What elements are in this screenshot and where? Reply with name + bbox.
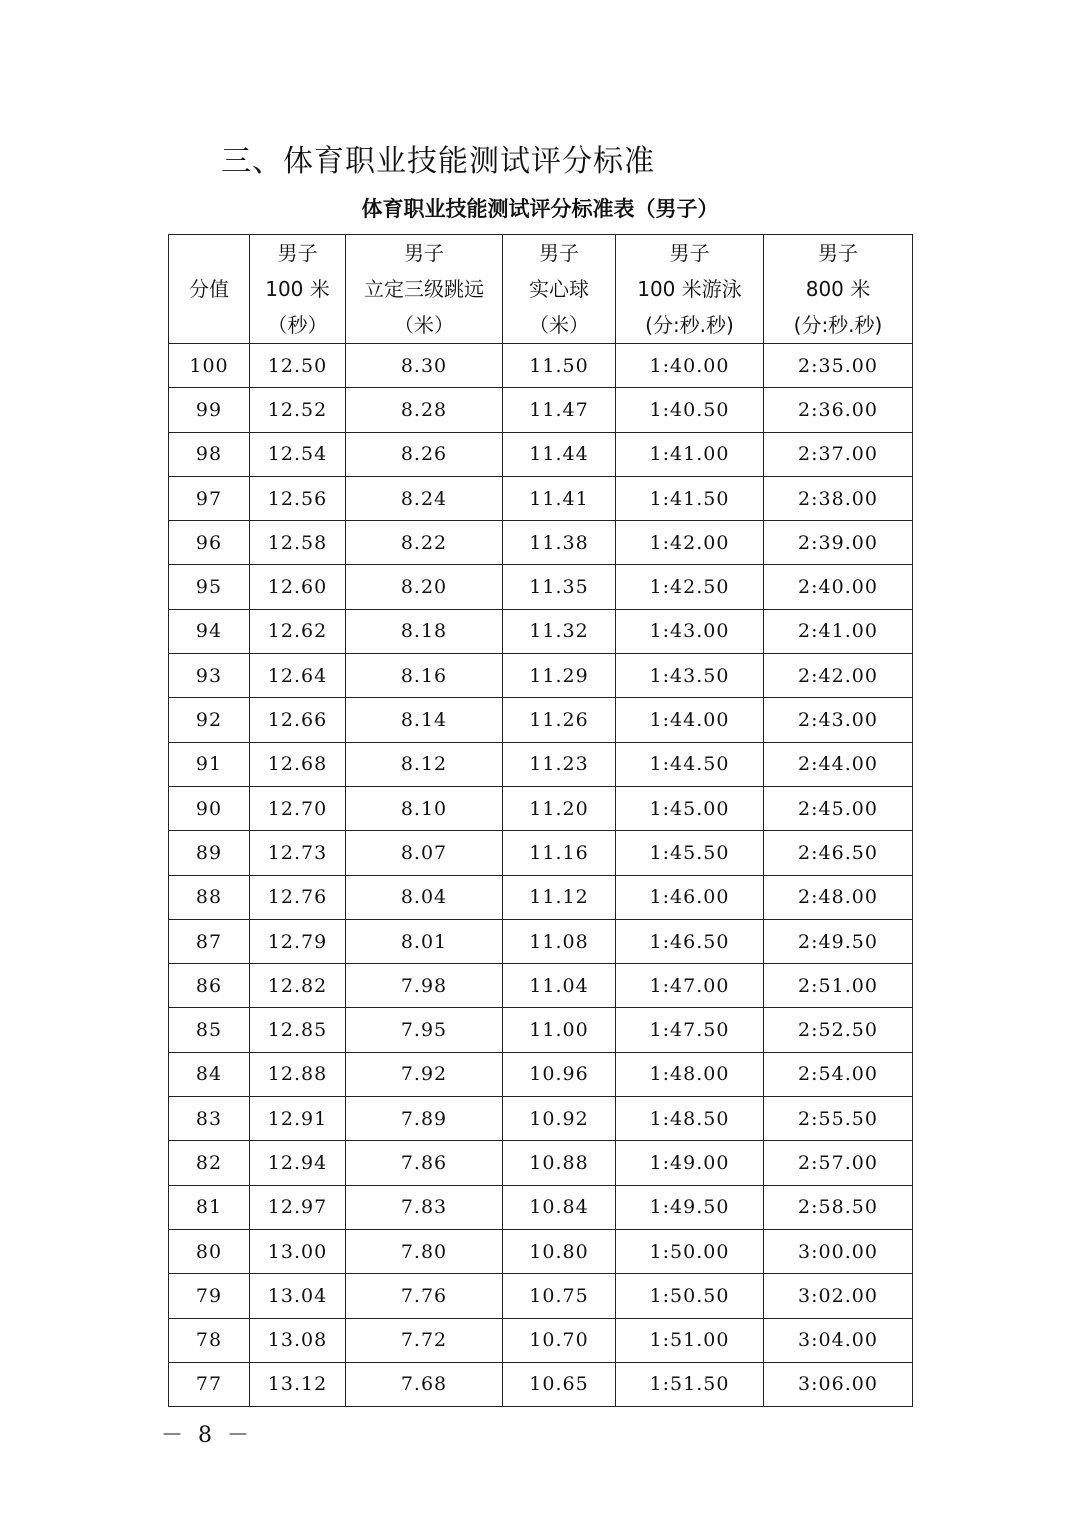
table-cell-100m-swim: 1:48.00 (616, 1052, 764, 1096)
table-header (169, 235, 913, 344)
page-number: － 8 － (161, 1423, 253, 1448)
table-cell-shot-ball: 11.04 (503, 964, 616, 1008)
table-cell-score: 94 (169, 609, 250, 653)
table-cell-800m-run: 2:49.50 (764, 919, 913, 963)
table-cell-100m-sprint: 12.91 (250, 1097, 346, 1141)
column-header-line: (分:秒.秒) (793, 313, 883, 337)
table-cell-score: 88 (169, 875, 250, 919)
table-cell-shot-ball: 11.23 (503, 742, 616, 786)
column-header-standing-triple-jump (346, 235, 503, 344)
table-cell-100m-sprint: 12.68 (250, 742, 346, 786)
table-cell-standing-triple-jump: 8.30 (346, 344, 503, 388)
table-cell-800m-run: 2:44.00 (764, 742, 913, 786)
table-cell-100m-sprint: 12.56 (250, 476, 346, 520)
column-header-line: (分:秒.秒) (645, 313, 734, 337)
table-cell-standing-triple-jump: 8.16 (346, 654, 503, 698)
table-cell-shot-ball: 11.41 (503, 476, 616, 520)
table-cell-standing-triple-jump: 8.20 (346, 565, 503, 609)
column-header-line: （米） (529, 313, 589, 337)
table-row (169, 432, 913, 476)
table-cell-100m-swim: 1:47.50 (616, 1008, 764, 1052)
table-row (169, 609, 913, 653)
table-cell-standing-triple-jump: 8.10 (346, 786, 503, 830)
table-cell-score: 100 (169, 344, 250, 388)
table-cell-800m-run: 2:58.50 (764, 1185, 913, 1229)
table-cell-100m-sprint: 13.04 (250, 1274, 346, 1318)
table-body (169, 344, 913, 1407)
table-cell-100m-sprint: 12.54 (250, 432, 346, 476)
column-header-score (169, 235, 250, 344)
table-cell-shot-ball: 10.84 (503, 1185, 616, 1229)
table-row (169, 1052, 913, 1096)
table-cell-100m-swim: 1:40.50 (616, 388, 764, 432)
table-cell-100m-sprint: 13.08 (250, 1318, 346, 1362)
table-cell-800m-run: 2:38.00 (764, 476, 913, 520)
table-cell-score: 93 (169, 654, 250, 698)
table-cell-800m-run: 2:51.00 (764, 964, 913, 1008)
table-cell-shot-ball: 11.32 (503, 609, 616, 653)
table-cell-standing-triple-jump: 7.89 (346, 1097, 503, 1141)
table-cell-100m-sprint: 12.70 (250, 786, 346, 830)
table-cell-shot-ball: 11.38 (503, 521, 616, 565)
table-cell-800m-run: 2:52.50 (764, 1008, 913, 1052)
table-cell-shot-ball: 11.08 (503, 919, 616, 963)
table-cell-shot-ball: 10.75 (503, 1274, 616, 1318)
table-cell-800m-run: 2:54.00 (764, 1052, 913, 1096)
column-header-line: （米） (394, 313, 454, 337)
table-row (169, 388, 913, 432)
table-cell-score: 80 (169, 1229, 250, 1273)
table-cell-100m-swim: 1:47.00 (616, 964, 764, 1008)
column-header-line: 100 米 (265, 277, 330, 301)
table-cell-100m-swim: 1:44.00 (616, 698, 764, 742)
table-cell-100m-sprint: 12.52 (250, 388, 346, 432)
column-header-line: 100 米游泳 (637, 277, 742, 301)
table-cell-score: 99 (169, 388, 250, 432)
table-cell-100m-swim: 1:43.50 (616, 654, 764, 698)
table-row (169, 831, 913, 875)
table-cell-800m-run: 2:40.00 (764, 565, 913, 609)
table-cell-score: 86 (169, 964, 250, 1008)
table-cell-100m-sprint: 12.60 (250, 565, 346, 609)
table-row (169, 875, 913, 919)
table-cell-shot-ball: 11.29 (503, 654, 616, 698)
table-cell-100m-swim: 1:46.00 (616, 875, 764, 919)
table-cell-800m-run: 2:36.00 (764, 388, 913, 432)
table-row (169, 1362, 913, 1406)
table-cell-shot-ball: 11.50 (503, 344, 616, 388)
column-header-line: 男子 (669, 241, 710, 265)
table-cell-standing-triple-jump: 7.83 (346, 1185, 503, 1229)
table-cell-standing-triple-jump: 7.92 (346, 1052, 503, 1096)
table-cell-100m-sprint: 12.50 (250, 344, 346, 388)
table-cell-100m-swim: 1:43.00 (616, 609, 764, 653)
table-cell-100m-sprint: 12.66 (250, 698, 346, 742)
table-cell-score: 81 (169, 1185, 250, 1229)
table-cell-100m-swim: 1:50.50 (616, 1274, 764, 1318)
table-cell-100m-sprint: 12.73 (250, 831, 346, 875)
table-cell-100m-swim: 1:40.00 (616, 344, 764, 388)
table-cell-shot-ball: 11.00 (503, 1008, 616, 1052)
table-cell-100m-swim: 1:51.50 (616, 1362, 764, 1406)
table-row (169, 1097, 913, 1141)
table-row (169, 964, 913, 1008)
table-row (169, 1185, 913, 1229)
column-header-line: （秒） (267, 313, 328, 337)
table-cell-800m-run: 2:41.00 (764, 609, 913, 653)
table-cell-100m-swim: 1:45.50 (616, 831, 764, 875)
table-cell-standing-triple-jump: 8.18 (346, 609, 503, 653)
table-row (169, 919, 913, 963)
table-cell-score: 77 (169, 1362, 250, 1406)
table-cell-800m-run: 2:57.00 (764, 1141, 913, 1185)
table-row (169, 1274, 913, 1318)
table-cell-shot-ball: 10.88 (503, 1141, 616, 1185)
table-cell-800m-run: 3:02.00 (764, 1274, 913, 1318)
table-cell-standing-triple-jump: 8.07 (346, 831, 503, 875)
column-header-800m-run (764, 235, 913, 344)
table-cell-score: 82 (169, 1141, 250, 1185)
table-cell-shot-ball: 11.12 (503, 875, 616, 919)
table-cell-standing-triple-jump: 7.68 (346, 1362, 503, 1406)
table-cell-800m-run: 2:39.00 (764, 521, 913, 565)
table-cell-shot-ball: 11.20 (503, 786, 616, 830)
column-header-100m-swim (616, 235, 764, 344)
table-cell-100m-sprint: 12.58 (250, 521, 346, 565)
table-cell-score: 89 (169, 831, 250, 875)
table-cell-score: 84 (169, 1052, 250, 1096)
table-row (169, 1318, 913, 1362)
table-cell-score: 78 (169, 1318, 250, 1362)
table-cell-100m-sprint: 12.62 (250, 609, 346, 653)
table-cell-standing-triple-jump: 7.76 (346, 1274, 503, 1318)
table-cell-800m-run: 2:48.00 (764, 875, 913, 919)
column-header-line: 男子 (277, 241, 318, 265)
table-row (169, 344, 913, 388)
table-row (169, 521, 913, 565)
table-row (169, 742, 913, 786)
column-header-line: 立定三级跳远 (364, 277, 484, 301)
table-cell-100m-swim: 1:51.00 (616, 1318, 764, 1362)
table-cell-standing-triple-jump: 7.80 (346, 1229, 503, 1273)
table-cell-100m-sprint: 12.97 (250, 1185, 346, 1229)
table-cell-score: 87 (169, 919, 250, 963)
table-cell-score: 96 (169, 521, 250, 565)
table-cell-score: 90 (169, 786, 250, 830)
table-cell-100m-sprint: 13.12 (250, 1362, 346, 1406)
table-cell-100m-sprint: 12.88 (250, 1052, 346, 1096)
table-row (169, 476, 913, 520)
table-row (169, 786, 913, 830)
table-cell-100m-sprint: 12.94 (250, 1141, 346, 1185)
table-cell-100m-sprint: 13.00 (250, 1229, 346, 1273)
table-cell-100m-sprint: 12.82 (250, 964, 346, 1008)
column-header-shot-ball (503, 235, 616, 344)
table-cell-standing-triple-jump: 8.12 (346, 742, 503, 786)
table-cell-score: 79 (169, 1274, 250, 1318)
table-cell-100m-swim: 1:41.00 (616, 432, 764, 476)
table-cell-shot-ball: 10.70 (503, 1318, 616, 1362)
table-cell-100m-swim: 1:49.00 (616, 1141, 764, 1185)
table-cell-800m-run: 2:43.00 (764, 698, 913, 742)
table-cell-score: 95 (169, 565, 250, 609)
table-cell-score: 98 (169, 432, 250, 476)
table-cell-100m-swim: 1:44.50 (616, 742, 764, 786)
column-header-line: 实心球 (529, 277, 589, 301)
column-header-line: 男子 (539, 241, 579, 265)
table-row (169, 565, 913, 609)
table-cell-standing-triple-jump: 8.28 (346, 388, 503, 432)
table-row (169, 654, 913, 698)
column-header-line: 800 米 (805, 277, 871, 301)
table-cell-standing-triple-jump: 7.98 (346, 964, 503, 1008)
table-cell-standing-triple-jump: 8.24 (346, 476, 503, 520)
column-header-100m-sprint (250, 235, 346, 344)
table-cell-800m-run: 2:45.00 (764, 786, 913, 830)
table-cell-800m-run: 3:00.00 (764, 1229, 913, 1273)
column-header-line: 男子 (404, 241, 444, 265)
table-row (169, 698, 913, 742)
table-cell-800m-run: 2:55.50 (764, 1097, 913, 1141)
table-cell-800m-run: 2:35.00 (764, 344, 913, 388)
column-header-line: 分值 (189, 277, 229, 301)
table-cell-score: 85 (169, 1008, 250, 1052)
table-cell-100m-swim: 1:49.50 (616, 1185, 764, 1229)
table-cell-100m-swim: 1:41.50 (616, 476, 764, 520)
table-cell-800m-run: 2:37.00 (764, 432, 913, 476)
table-cell-100m-sprint: 12.85 (250, 1008, 346, 1052)
table-cell-100m-swim: 1:48.50 (616, 1097, 764, 1141)
table-cell-shot-ball: 11.16 (503, 831, 616, 875)
table-cell-score: 91 (169, 742, 250, 786)
table-cell-100m-swim: 1:46.50 (616, 919, 764, 963)
table-row (169, 1229, 913, 1273)
table-cell-shot-ball: 11.47 (503, 388, 616, 432)
table-cell-score: 97 (169, 476, 250, 520)
scoring-standard-table (168, 234, 913, 1407)
table-cell-100m-swim: 1:50.00 (616, 1229, 764, 1273)
table-cell-shot-ball: 10.92 (503, 1097, 616, 1141)
table-cell-800m-run: 3:06.00 (764, 1362, 913, 1406)
table-row (169, 1008, 913, 1052)
table-cell-score: 92 (169, 698, 250, 742)
table-cell-100m-sprint: 12.76 (250, 875, 346, 919)
table-cell-standing-triple-jump: 8.14 (346, 698, 503, 742)
table-cell-standing-triple-jump: 7.86 (346, 1141, 503, 1185)
table-row (169, 1141, 913, 1185)
section-heading: 三、体育职业技能测试评分标准 (221, 144, 655, 179)
table-cell-800m-run: 2:42.00 (764, 654, 913, 698)
table-cell-standing-triple-jump: 8.26 (346, 432, 503, 476)
table-cell-shot-ball: 11.35 (503, 565, 616, 609)
table-cell-shot-ball: 11.44 (503, 432, 616, 476)
table-cell-score: 83 (169, 1097, 250, 1141)
table-cell-100m-sprint: 12.64 (250, 654, 346, 698)
table-cell-shot-ball: 11.26 (503, 698, 616, 742)
table-cell-100m-swim: 1:45.00 (616, 786, 764, 830)
table-cell-800m-run: 3:04.00 (764, 1318, 913, 1362)
table-cell-standing-triple-jump: 8.01 (346, 919, 503, 963)
table-cell-standing-triple-jump: 8.04 (346, 875, 503, 919)
table-cell-100m-swim: 1:42.50 (616, 565, 764, 609)
table-cell-800m-run: 2:46.50 (764, 831, 913, 875)
table-cell-100m-sprint: 12.79 (250, 919, 346, 963)
table-cell-shot-ball: 10.96 (503, 1052, 616, 1096)
table-cell-standing-triple-jump: 7.72 (346, 1318, 503, 1362)
table-cell-100m-swim: 1:42.00 (616, 521, 764, 565)
column-header-line: 男子 (818, 241, 858, 265)
header-row (169, 235, 913, 344)
table-caption: 体育职业技能测试评分标准表（男子） (361, 197, 719, 221)
table-cell-shot-ball: 10.80 (503, 1229, 616, 1273)
table-cell-standing-triple-jump: 8.22 (346, 521, 503, 565)
table-cell-standing-triple-jump: 7.95 (346, 1008, 503, 1052)
table-cell-shot-ball: 10.65 (503, 1362, 616, 1406)
